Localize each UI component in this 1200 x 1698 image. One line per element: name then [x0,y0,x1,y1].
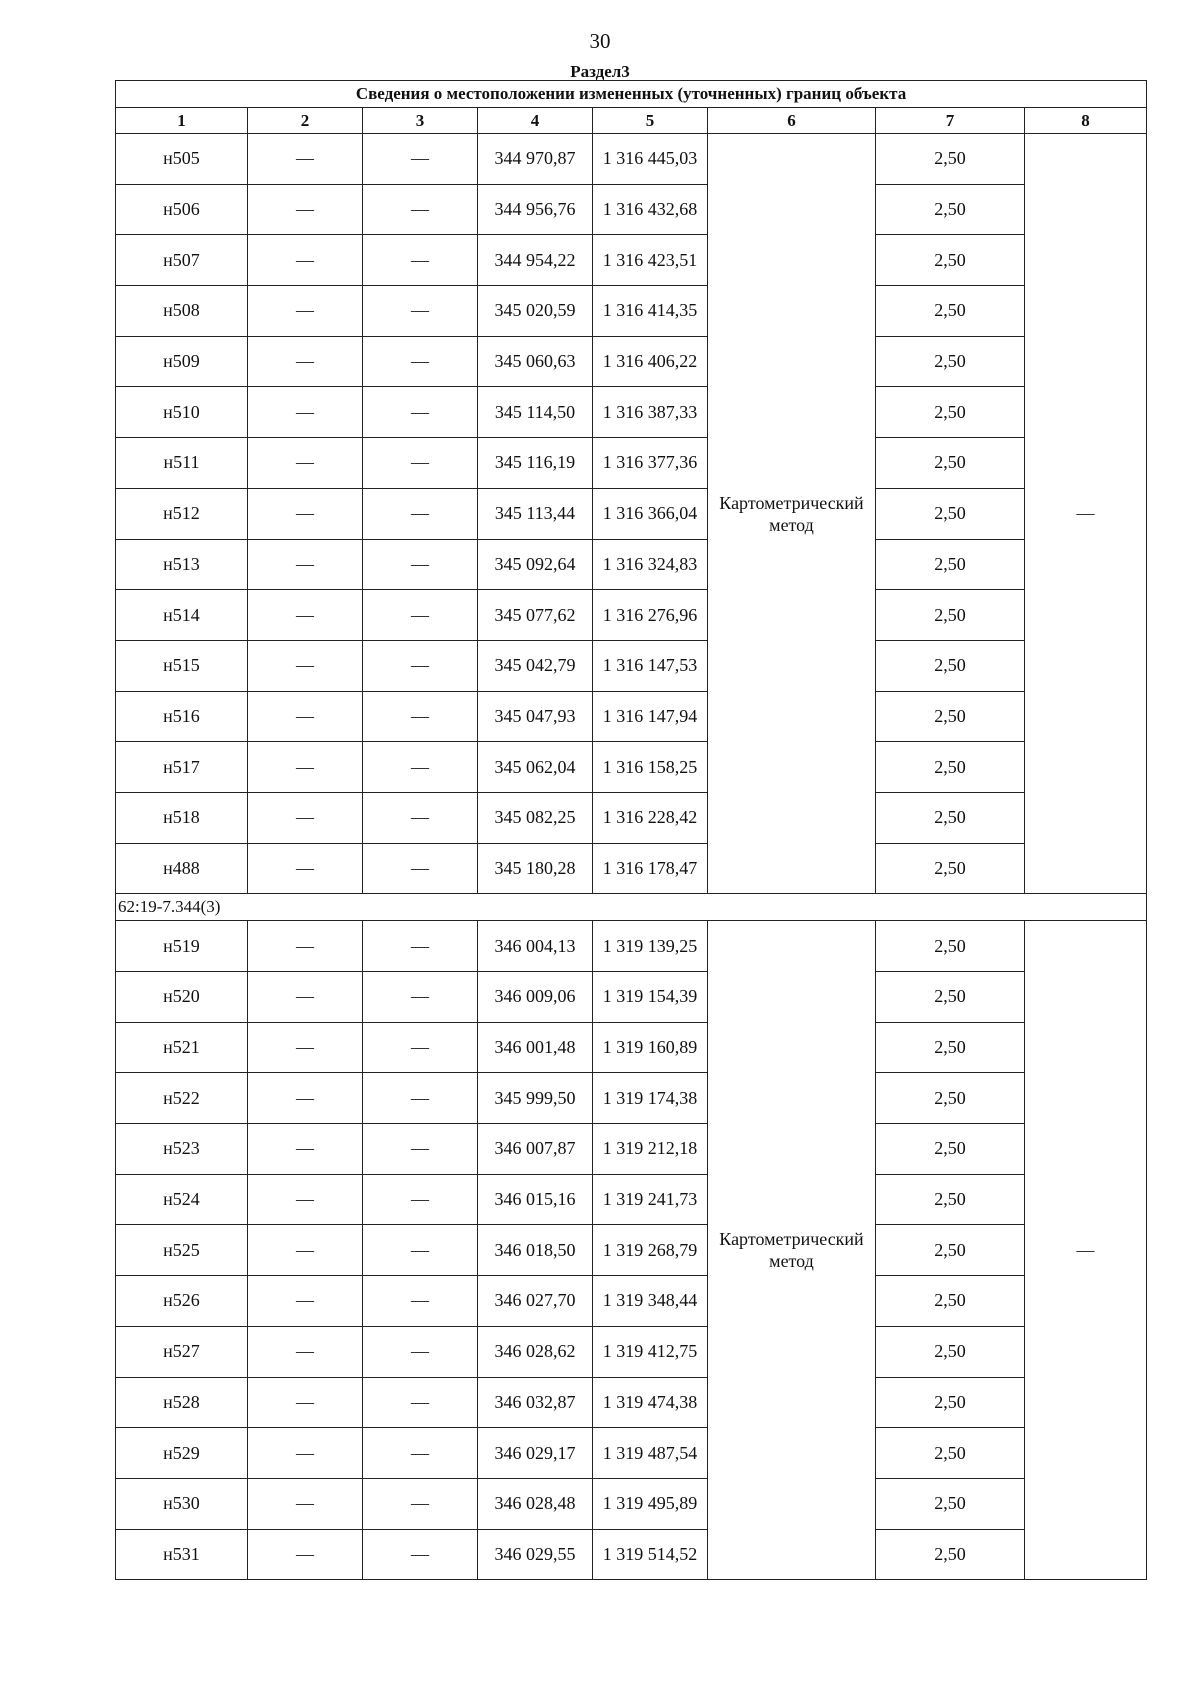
table-row [116,640,1147,691]
col3-cell: — [363,438,478,489]
group-label-row [116,894,1147,921]
x-coordinate-cell: 345 020,59 [478,286,593,337]
table-row [116,1174,1147,1225]
table-row [116,1022,1147,1073]
x-coordinate-cell: 346 032,87 [478,1377,593,1428]
x-coordinate-cell: 346 028,62 [478,1326,593,1377]
x-coordinate-cell: 345 180,28 [478,843,593,894]
column-number: 5 [593,108,708,134]
accuracy-cell: 2,50 [876,1529,1025,1580]
accuracy-cell: 2,50 [876,640,1025,691]
table-row [116,1377,1147,1428]
column-number: 4 [478,108,593,134]
col3-cell: — [363,972,478,1023]
point-name-cell: н520 [116,972,248,1023]
point-name-cell: н521 [116,1022,248,1073]
accuracy-cell: 2,50 [876,1326,1025,1377]
col3-cell: — [363,590,478,641]
point-name-cell: н525 [116,1225,248,1276]
x-coordinate-cell: 345 077,62 [478,590,593,641]
accuracy-cell: 2,50 [876,921,1025,972]
x-coordinate-cell: 345 047,93 [478,691,593,742]
col2-cell: — [248,640,363,691]
accuracy-cell: 2,50 [876,134,1025,185]
point-name-cell: н517 [116,742,248,793]
col3-cell: — [363,1428,478,1479]
y-coordinate-cell: 1 319 474,38 [593,1377,708,1428]
col3-cell: — [363,184,478,235]
y-coordinate-cell: 1 316 445,03 [593,134,708,185]
accuracy-cell: 2,50 [876,336,1025,387]
col2-cell: — [248,438,363,489]
column-number: 3 [363,108,478,134]
point-name-cell: н516 [116,691,248,742]
col2-cell: — [248,336,363,387]
col8-cell: — [1025,134,1147,894]
point-name-cell: н522 [116,1073,248,1124]
col2-cell: — [248,1276,363,1327]
accuracy-cell: 2,50 [876,590,1025,641]
col2-cell: — [248,1022,363,1073]
col3-cell: — [363,640,478,691]
table-row [116,1276,1147,1327]
col3-cell: — [363,1174,478,1225]
table-row [116,691,1147,742]
col2-cell: — [248,742,363,793]
x-coordinate-cell: 344 954,22 [478,235,593,286]
point-name-cell: н508 [116,286,248,337]
col3-cell: — [363,792,478,843]
x-coordinate-cell: 346 018,50 [478,1225,593,1276]
table-row [116,539,1147,590]
section-title: Раздел3 [570,62,630,81]
x-coordinate-cell: 345 113,44 [478,488,593,539]
col3-cell: — [363,843,478,894]
y-coordinate-cell: 1 316 158,25 [593,742,708,793]
table-row [116,1073,1147,1124]
point-name-cell: н519 [116,921,248,972]
y-coordinate-cell: 1 319 160,89 [593,1022,708,1073]
table-row [116,387,1147,438]
x-coordinate-cell: 346 004,13 [478,921,593,972]
y-coordinate-cell: 1 316 276,96 [593,590,708,641]
accuracy-cell: 2,50 [876,286,1025,337]
col3-cell: — [363,539,478,590]
point-name-cell: н528 [116,1377,248,1428]
y-coordinate-cell: 1 316 432,68 [593,184,708,235]
x-coordinate-cell: 346 007,87 [478,1124,593,1175]
col2-cell: — [248,286,363,337]
boundary-coordinates-table [115,80,1147,1580]
table-row [116,184,1147,235]
y-coordinate-cell: 1 316 377,36 [593,438,708,489]
col3-cell: — [363,134,478,185]
col3-cell: — [363,286,478,337]
col3-cell: — [363,1124,478,1175]
accuracy-cell: 2,50 [876,184,1025,235]
col2-cell: — [248,792,363,843]
table-row [116,1225,1147,1276]
y-coordinate-cell: 1 319 212,18 [593,1124,708,1175]
col2-cell: — [248,1225,363,1276]
column-number: 1 [116,108,248,134]
y-coordinate-cell: 1 319 487,54 [593,1428,708,1479]
y-coordinate-cell: 1 319 154,39 [593,972,708,1023]
y-coordinate-cell: 1 316 387,33 [593,387,708,438]
accuracy-cell: 2,50 [876,1022,1025,1073]
y-coordinate-cell: 1 319 139,25 [593,921,708,972]
col3-cell: — [363,921,478,972]
x-coordinate-cell: 345 062,04 [478,742,593,793]
point-name-cell: н530 [116,1478,248,1529]
y-coordinate-cell: 1 316 147,53 [593,640,708,691]
column-number: 8 [1025,108,1147,134]
x-coordinate-cell: 345 042,79 [478,640,593,691]
col2-cell: — [248,539,363,590]
col2-cell: — [248,1174,363,1225]
table-row [116,792,1147,843]
point-name-cell: н512 [116,488,248,539]
accuracy-cell: 2,50 [876,539,1025,590]
x-coordinate-cell: 344 956,76 [478,184,593,235]
col2-cell: — [248,1478,363,1529]
accuracy-cell: 2,50 [876,972,1025,1023]
point-name-cell: н509 [116,336,248,387]
table-row [116,1529,1147,1580]
accuracy-cell: 2,50 [876,1124,1025,1175]
col8-cell: — [1025,921,1147,1580]
table-row [116,1124,1147,1175]
col2-cell: — [248,1428,363,1479]
col3-cell: — [363,1276,478,1327]
x-coordinate-cell: 345 060,63 [478,336,593,387]
col3-cell: — [363,1225,478,1276]
table-row [116,843,1147,894]
accuracy-cell: 2,50 [876,1428,1025,1479]
column-number: 2 [248,108,363,134]
y-coordinate-cell: 1 319 174,38 [593,1073,708,1124]
col3-cell: — [363,235,478,286]
col3-cell: — [363,1377,478,1428]
point-name-cell: н524 [116,1174,248,1225]
col3-cell: — [363,1326,478,1377]
x-coordinate-cell: 345 114,50 [478,387,593,438]
accuracy-cell: 2,50 [876,1377,1025,1428]
accuracy-cell: 2,50 [876,1276,1025,1327]
col3-cell: — [363,691,478,742]
table-caption-row [116,81,1147,108]
col3-cell: — [363,1478,478,1529]
point-name-cell: н531 [116,1529,248,1580]
table-row [116,336,1147,387]
y-coordinate-cell: 1 316 178,47 [593,843,708,894]
x-coordinate-cell: 346 029,17 [478,1428,593,1479]
point-name-cell: н529 [116,1428,248,1479]
y-coordinate-cell: 1 319 412,75 [593,1326,708,1377]
col2-cell: — [248,921,363,972]
y-coordinate-cell: 1 319 495,89 [593,1478,708,1529]
accuracy-cell: 2,50 [876,1225,1025,1276]
accuracy-cell: 2,50 [876,843,1025,894]
table-row [116,590,1147,641]
x-coordinate-cell: 346 009,06 [478,972,593,1023]
x-coordinate-cell: 346 027,70 [478,1276,593,1327]
x-coordinate-cell: 346 028,48 [478,1478,593,1529]
table-row [116,286,1147,337]
y-coordinate-cell: 1 316 423,51 [593,235,708,286]
x-coordinate-cell: 345 116,19 [478,438,593,489]
y-coordinate-cell: 1 319 268,79 [593,1225,708,1276]
table-row [116,742,1147,793]
point-name-cell: н523 [116,1124,248,1175]
col3-cell: — [363,336,478,387]
x-coordinate-cell: 346 015,16 [478,1174,593,1225]
table-caption: Сведения о местоположении измененных (уточненных) границ объекта [116,81,1147,108]
point-name-cell: н527 [116,1326,248,1377]
col2-cell: — [248,1326,363,1377]
accuracy-cell: 2,50 [876,387,1025,438]
point-name-cell: н515 [116,640,248,691]
point-name-cell: н505 [116,134,248,185]
table-row [116,1478,1147,1529]
table-row [116,438,1147,489]
table-row [116,134,1147,185]
x-coordinate-cell: 346 001,48 [478,1022,593,1073]
col3-cell: — [363,1529,478,1580]
method-cell: Картометрический метод [708,921,876,1580]
accuracy-cell: 2,50 [876,691,1025,742]
accuracy-cell: 2,50 [876,792,1025,843]
point-name-cell: н518 [116,792,248,843]
col2-cell: — [248,184,363,235]
col2-cell: — [248,235,363,286]
column-number: 6 [708,108,876,134]
accuracy-cell: 2,50 [876,488,1025,539]
x-coordinate-cell: 345 999,50 [478,1073,593,1124]
table-row [116,488,1147,539]
point-name-cell: н507 [116,235,248,286]
method-cell: Картометрический метод [708,134,876,894]
table-row [116,235,1147,286]
accuracy-cell: 2,50 [876,235,1025,286]
col3-cell: — [363,742,478,793]
y-coordinate-cell: 1 316 228,42 [593,792,708,843]
col2-cell: — [248,1377,363,1428]
col2-cell: — [248,1529,363,1580]
accuracy-cell: 2,50 [876,438,1025,489]
col2-cell: — [248,843,363,894]
point-name-cell: н513 [116,539,248,590]
y-coordinate-cell: 1 316 414,35 [593,286,708,337]
col3-cell: — [363,1022,478,1073]
column-number-row [116,108,1147,134]
y-coordinate-cell: 1 316 324,83 [593,539,708,590]
y-coordinate-cell: 1 316 147,94 [593,691,708,742]
y-coordinate-cell: 1 316 406,22 [593,336,708,387]
column-number: 7 [876,108,1025,134]
x-coordinate-cell: 344 970,87 [478,134,593,185]
col2-cell: — [248,972,363,1023]
col3-cell: — [363,488,478,539]
table-row [116,1326,1147,1377]
page-number: 30 [589,29,611,53]
accuracy-cell: 2,50 [876,742,1025,793]
col2-cell: — [248,691,363,742]
point-name-cell: н514 [116,590,248,641]
accuracy-cell: 2,50 [876,1174,1025,1225]
point-name-cell: н488 [116,843,248,894]
accuracy-cell: 2,50 [876,1478,1025,1529]
x-coordinate-cell: 346 029,55 [478,1529,593,1580]
group-label: 62:19-7.344(3) [116,894,1147,921]
x-coordinate-cell: 345 082,25 [478,792,593,843]
col2-cell: — [248,590,363,641]
y-coordinate-cell: 1 319 241,73 [593,1174,708,1225]
col2-cell: — [248,1073,363,1124]
table-row [116,1428,1147,1479]
table-body [116,81,1147,1580]
x-coordinate-cell: 345 092,64 [478,539,593,590]
accuracy-cell: 2,50 [876,1073,1025,1124]
point-name-cell: н511 [116,438,248,489]
col2-cell: — [248,488,363,539]
point-name-cell: н506 [116,184,248,235]
col2-cell: — [248,134,363,185]
table-row [116,921,1147,972]
y-coordinate-cell: 1 319 514,52 [593,1529,708,1580]
col2-cell: — [248,1124,363,1175]
point-name-cell: н526 [116,1276,248,1327]
col3-cell: — [363,1073,478,1124]
col2-cell: — [248,387,363,438]
y-coordinate-cell: 1 316 366,04 [593,488,708,539]
point-name-cell: н510 [116,387,248,438]
table-row [116,972,1147,1023]
col3-cell: — [363,387,478,438]
y-coordinate-cell: 1 319 348,44 [593,1276,708,1327]
